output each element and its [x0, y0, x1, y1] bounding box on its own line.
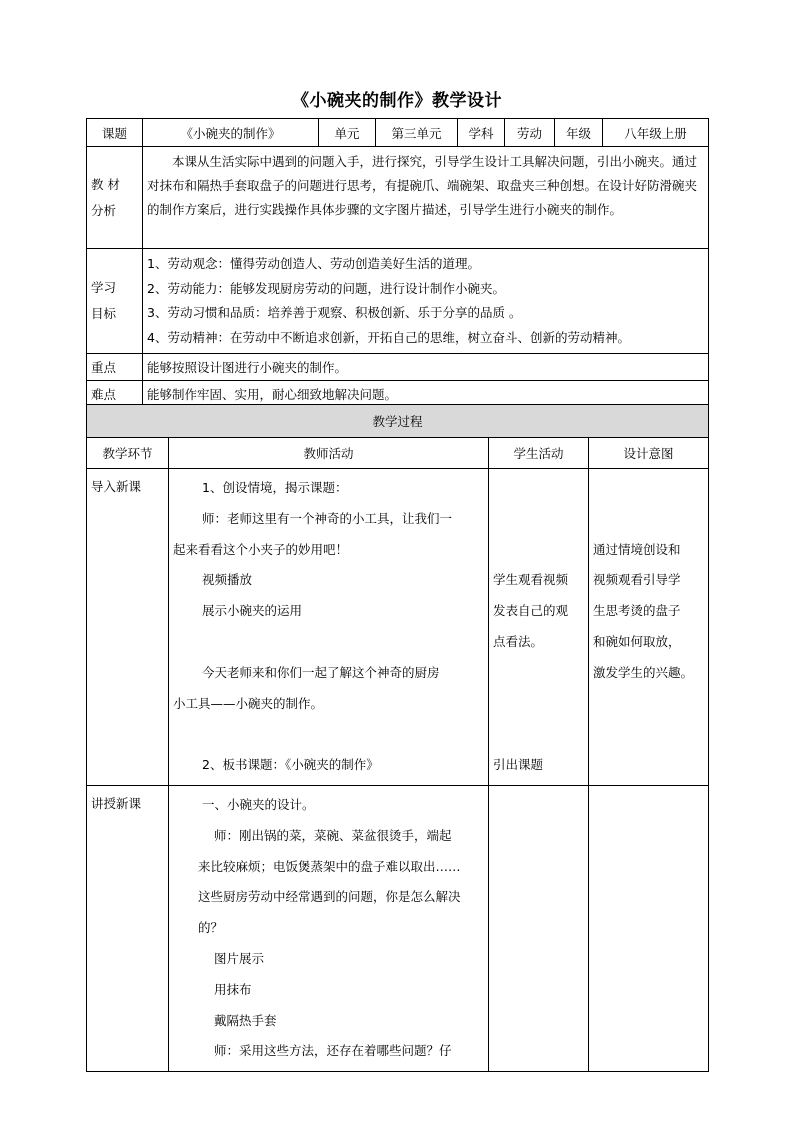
spacer — [493, 719, 584, 750]
spacer — [173, 719, 484, 750]
teacher-line: 一、小碗夹的设计。 — [202, 796, 315, 812]
teaching-process-table — [86, 404, 709, 1072]
student-line: 学生观看视频 — [493, 572, 569, 588]
new-lesson-teacher-activity — [169, 785, 489, 1071]
process-heading: 教学过程 — [87, 405, 709, 438]
grade-label: 年级 — [555, 119, 603, 147]
unit-label: 单元 — [319, 119, 376, 147]
teacher-line: 戴隔热手套 — [214, 1012, 277, 1028]
analysis-row — [87, 147, 709, 249]
column-header: 教学环节 — [87, 438, 169, 469]
spacer — [493, 535, 584, 566]
objective-item: 2、劳动能力：能够发现厨房劳动的问题，进行设计制作小碗夹。 — [147, 280, 505, 296]
intro-stage: 导入新课 — [87, 469, 169, 786]
spacer — [173, 627, 484, 658]
spacer — [493, 473, 584, 504]
teacher-line: 图片展示 — [214, 950, 265, 966]
new-lesson-design-intent — [589, 785, 709, 1071]
teacher-line: 的？ — [198, 920, 224, 936]
analysis-label: 教 材 分析 — [87, 147, 143, 249]
spacer — [493, 504, 584, 535]
column-header: 学生活动 — [489, 438, 589, 469]
student-line: 点看法。 — [493, 633, 544, 649]
teacher-line: 2、板书课题：《小碗夹的制作》 — [202, 757, 379, 773]
column-header: 设计意图 — [589, 438, 709, 469]
objectives-label: 学习 目标 — [87, 249, 143, 354]
difficulty-text: 能够制作牢固、实用，耐心细致地解决问题。 — [143, 381, 709, 408]
intent-line: 视频观看引导学 — [593, 572, 681, 588]
column-header: 教师活动 — [169, 438, 489, 469]
difficulty-label: 难点 — [87, 381, 143, 408]
intro-row — [87, 469, 709, 786]
intro-student-activity — [489, 469, 589, 786]
info-row — [87, 119, 709, 147]
intent-line: 激发学生的兴趣。 — [593, 664, 694, 680]
grade-value: 八年级上册 — [603, 119, 709, 147]
intent-line: 生思考烫的盘子 — [593, 603, 681, 619]
teacher-line: 今天老师来和你们一起了解这个神奇的厨房 — [202, 664, 440, 680]
objective-item: 3、劳动习惯和品质：培养善于观察、积极创新、乐于分享的品质 。 — [147, 305, 522, 320]
topic-label: 课题 — [87, 119, 143, 147]
teacher-line: 用抹布 — [214, 981, 252, 997]
key-point-text: 能够按照设计图进行小碗夹的制作。 — [143, 354, 709, 381]
topic-value: 《小碗夹的制作》 — [143, 119, 319, 147]
objectives-row — [87, 249, 709, 354]
subject-label: 学科 — [458, 119, 505, 147]
intent-line: 通过情境创设和 — [593, 541, 681, 557]
subject-value: 劳动 — [505, 119, 555, 147]
key-point-row — [87, 354, 709, 381]
intro-design-intent — [589, 469, 709, 786]
spacer — [493, 658, 584, 689]
analysis-text: 本课从生活实际中遇到的问题入手，进行探究，引导学生设计工具解决问题，引出小碗夹。通过对抹布和隔热手套取盘子的问题进行思考，有提碗爪、端碗架、取盘夹三种创想。在设计好防滑碗夹的制作方案后，进行实践操作具体步骤的文字图片描述，引导学生进行小碗夹的制作。 — [143, 147, 709, 249]
spacer — [593, 473, 704, 504]
teacher-line: 展示小碗夹的运用 — [202, 603, 303, 619]
teacher-line: 师：采用这些方法，还存在着哪些问题？仔 — [214, 1043, 452, 1059]
objective-item: 4、劳动精神：在劳动中不断追求创新，开拓自己的思维，树立奋斗、创新的劳动精神。 — [147, 329, 630, 345]
lesson-info-table — [86, 118, 709, 408]
teacher-line: 来比较麻烦；电饭煲蒸架中的盘子难以取出…… — [198, 858, 461, 874]
teacher-line: 师：刚出锅的菜，菜碗、菜盆很烫手，端起 — [214, 827, 452, 843]
process-heading-row — [87, 405, 709, 438]
objective-item: 1、劳动观念：懂得劳动创造人、劳动创造美好生活的道理。 — [147, 256, 480, 271]
new-lesson-student-activity — [489, 785, 589, 1071]
student-line: 发表自己的观 — [493, 603, 569, 619]
intent-line: 和碗如何取放， — [593, 633, 681, 649]
new-lesson-row — [87, 785, 709, 1071]
teacher-line: 1、创设情境，揭示课题： — [202, 480, 348, 495]
key-point-label: 重点 — [87, 354, 143, 381]
teacher-line: 小工具——小碗夹的制作。 — [173, 695, 324, 711]
teacher-line: 师：老师这里有一个神奇的小工具，让我们一 — [202, 510, 453, 526]
objectives-list — [143, 249, 709, 354]
new-lesson-stage: 讲授新课 — [87, 785, 169, 1071]
document-title: 《小碗夹的制作》教学设计 — [292, 91, 502, 111]
teacher-line: 视频播放 — [202, 572, 253, 588]
unit-value: 第三单元 — [376, 119, 458, 147]
student-line: 引出课题 — [493, 757, 544, 773]
spacer — [593, 504, 704, 535]
teacher-line: 这些厨房劳动中经常遇到的问题，你是怎么解决 — [198, 889, 461, 905]
spacer — [493, 689, 584, 720]
teacher-line: 起来看看这个小夹子的妙用吧！ — [173, 541, 349, 557]
intro-teacher-activity — [169, 469, 489, 786]
process-columns-row — [87, 438, 709, 469]
